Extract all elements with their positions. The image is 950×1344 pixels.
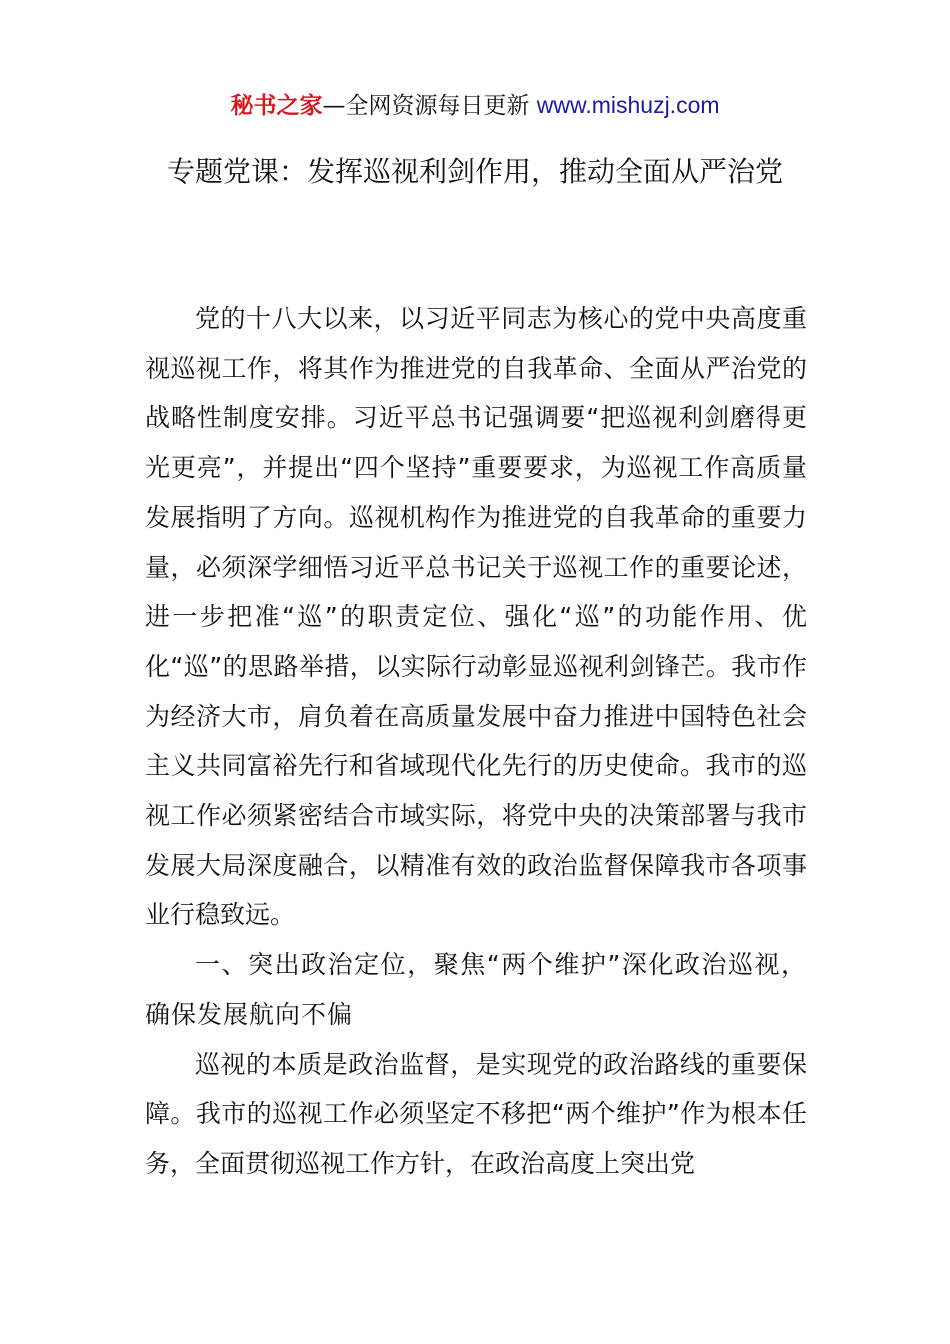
site-header (0, 88, 950, 123)
document-title: 专题党课：发挥巡视利剑作用，推动全面从严治党 (166, 155, 783, 188)
site-url-link[interactable]: www.mishuzj.com (536, 92, 720, 118)
section-heading-1: 一、突出政治定位，聚焦“两个维护”深化政治巡视，确保发展航向不偏 (145, 950, 807, 1029)
brand-name: 秘书之家 (230, 93, 323, 119)
section-1-paragraph: 巡视的本质是政治监督，是实现党的政治路线的重要保障。我市的巡视工作必须坚定不移把“两个维护”作为根本任务，全面贯彻巡视工作方针，在政治高度上突出党 (145, 1049, 807, 1178)
document-body (145, 294, 807, 1189)
intro-paragraph: 党的十八大以来，以习近平同志为核心的党中央高度重视巡视工作，将其作为推进党的自我革命、全面从严治党的战略性制度安排。习近平总书记强调要“把巡视利剑磨得更光更亮”，并提出“四个坚持”重要要求，为巡视工作高质量发展指明了方向。巡视机构作为推进党的自我革命的重要力量，必须深学细悟习近平总书记关于巡视工作的重要论述，进一步把准“巡”的职责定位、强化“巡”的功能作用、优化“巡”的思路举措，以实际行动彰显巡视利剑锋芒。我市作为经济大市，肩负着在高质量发展中奋力推进中国特色社会主义共同富裕先行和省域现代化先行的历史使命。我市的巡视工作必须紧密结合市域实际，将党中央的决策部署与我市发展大局深度融合，以精准有效的政治监督保障我市各项事业行稳致远。 (145, 304, 807, 930)
site-tagline: —全网资源每日更新 (322, 93, 537, 119)
